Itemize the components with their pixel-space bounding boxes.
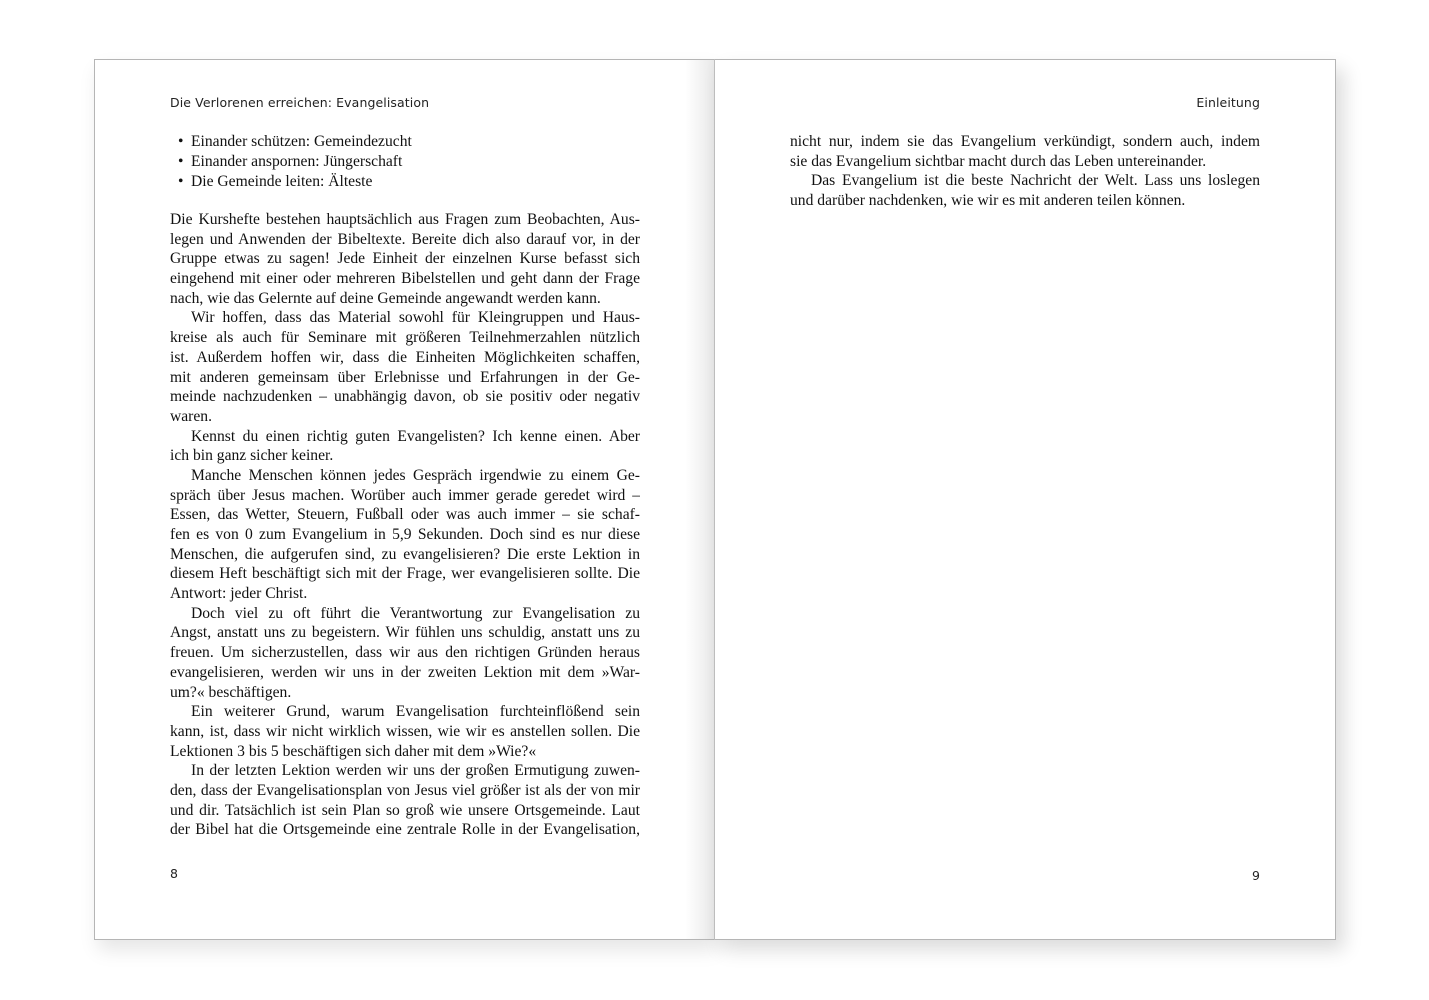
bullet-list <box>170 132 640 192</box>
text-line: nach, wie das Gelernte auf deine Gemeinde angewandt werden kann. <box>170 289 601 307</box>
spine-divider <box>714 59 715 940</box>
text-line: spräch über Jesus machen. Worüber auch immer gerade geredet wird – <box>170 486 640 504</box>
bullet-icon: • <box>178 153 184 170</box>
text-line: kann, ist, dass wir nicht wirklich wissen, wie wir es anstellen sollen. Die <box>170 722 640 740</box>
running-head-right: Einleitung <box>1196 95 1260 110</box>
bullet-item <box>170 132 640 152</box>
text-line: ich bin ganz sicher keiner. <box>170 447 334 465</box>
text-line: den, dass der Evangelisationsplan von Jesus viel größer ist als der von mir <box>170 781 640 799</box>
text-line: Lektionen 3 bis 5 beschäftigen sich daher mit dem »Wie?« <box>170 742 537 760</box>
page-number-right: 9 <box>1252 868 1260 883</box>
text-line: Wir hoffen, dass das Material sowohl für Kleingruppen und Haus- <box>191 309 640 327</box>
text-line: evangelisieren, werden wir uns in der zweiten Lektion mit dem »War- <box>170 663 640 681</box>
spine-shadow <box>685 60 715 939</box>
text-line: Angst, anstatt uns zu begeistern. Wir fühlen uns schuldig, anstatt uns zu <box>170 624 640 642</box>
bullet-item <box>170 172 640 192</box>
bullet-text: Die Gemeinde leiten: Älteste <box>191 173 373 190</box>
bullet-text: Einander anspornen: Jüngerschaft <box>191 153 403 170</box>
bullet-item <box>170 152 640 172</box>
text-line: der Bibel hat die Ortsgemeinde eine zentrale Rolle in der Evangelisation, <box>170 821 640 839</box>
text-line: kreise als auch für Seminare mit größeren Teilnehmerzahlen nützlich <box>170 329 640 347</box>
text-line: und darüber nachdenken, wie wir es mit anderen teilen können. <box>790 192 1186 210</box>
text-line: Ein weiterer Grund, warum Evangelisation furchteinflößend sein <box>191 703 640 721</box>
bullet-icon: • <box>178 133 184 150</box>
text-line: Manche Menschen können jedes Gespräch irgendwie zu einem Ge- <box>191 466 640 484</box>
text-line: Menschen, die aufgerufen sind, zu evangelisieren? Die erste Lektion in <box>170 545 640 563</box>
text-line: In der letzten Lektion werden wir uns der großen Ermutigung zuwen- <box>191 762 640 780</box>
text-line: mit anderen gemeinsam über Erlebnisse und Erfahrungen in der Ge- <box>170 368 640 386</box>
running-head-left: Die Verlorenen erreichen: Evangelisation <box>170 95 430 110</box>
text-line: waren. <box>170 407 212 425</box>
text-line: um?« beschäftigen. <box>170 683 292 701</box>
text-line: meinde nachzudenken – unabhängig davon, ob sie positiv oder negativ <box>170 388 640 406</box>
text-line: Essen, das Wetter, Steuern, Fußball oder was auch immer – sie schaf- <box>170 506 640 524</box>
text-line: legen und Anwenden der Bibeltexte. Bereite dich also darauf vor, in der <box>170 230 640 248</box>
text-line: Gruppe etwas zu sagen! Jede Einheit der einzelnen Kurse befasst sich <box>170 250 640 268</box>
text-line: freuen. Um sicherzustellen, dass wir aus den richtigen Gründen heraus <box>170 644 640 662</box>
text-line: eingehend mit einer oder mehreren Bibelstellen und geht dann der Frage <box>170 270 640 288</box>
body-text-right <box>790 132 1260 211</box>
text-line: ist. Außerdem hoffen wir, dass die Einheiten Möglichkeiten schaffen, <box>170 348 640 366</box>
text-line: fen es von 0 zum Evangelium in 5,9 Sekunden. Doch sind es nur diese <box>170 526 640 543</box>
text-line: Antwort: jeder Christ. <box>170 585 308 603</box>
bullet-icon: • <box>178 173 184 190</box>
text-line: diesem Heft beschäftigt sich mit der Frage, wer evangelisieren sollte. Die <box>170 565 640 583</box>
text-line: und dir. Tatsächlich ist sein Plan so groß wie unsere Ortsgemeinde. Laut <box>170 801 640 819</box>
bullet-text: Einander schützen: Gemeindezucht <box>191 133 412 150</box>
page-number-left: 8 <box>170 866 178 881</box>
text-line: Die Kurshefte bestehen hauptsächlich aus Fragen zum Beobachten, Aus- <box>170 211 640 228</box>
text-line: Kennst du einen richtig guten Evangelisten? Ich kenne einen. Aber <box>191 427 640 445</box>
text-line: nicht nur, indem sie das Evangelium verkündigt, sondern auch, indem <box>790 133 1260 150</box>
text-line: Das Evangelium ist die beste Nachricht der Welt. Lass uns loslegen <box>811 172 1260 190</box>
text-line: sie das Evangelium sichtbar macht durch das Leben untereinander. <box>790 152 1207 170</box>
text-line: Doch viel zu oft führt die Verantwortung zur Evangelisation zu <box>191 604 640 622</box>
body-text-left <box>170 210 640 840</box>
